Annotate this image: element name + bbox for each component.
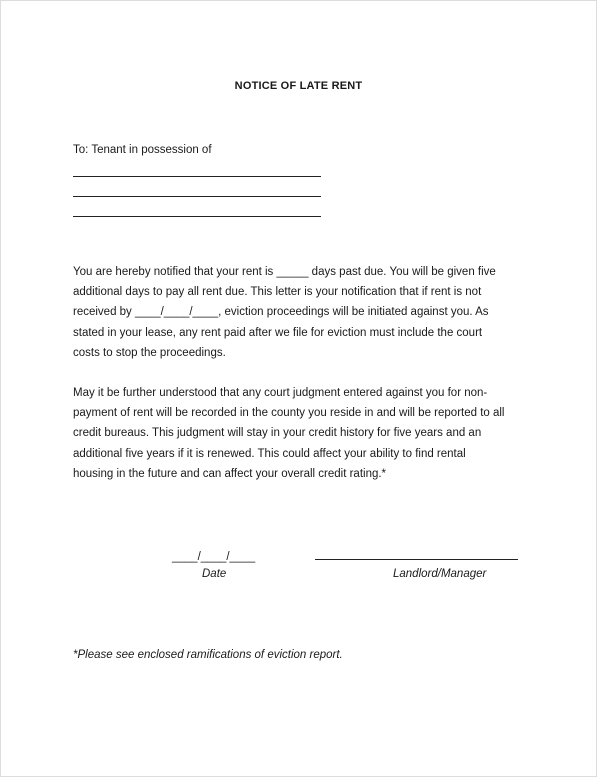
address-blank-line-1 bbox=[73, 176, 321, 177]
paragraph-line: payment of rent will be recorded in the county you reside in and will be reported to all bbox=[73, 407, 505, 420]
address-blank-line-3 bbox=[73, 216, 321, 217]
paragraph-line: received by ____/____/____, eviction proceedings will be initiated against you. As bbox=[73, 306, 489, 319]
address-blank-line-2 bbox=[73, 196, 321, 197]
date-label: Date bbox=[202, 568, 227, 580]
notice-paragraph-2 bbox=[73, 383, 528, 484]
landlord-label: Landlord/Manager bbox=[393, 568, 487, 580]
paragraph-line: additional days to pay all rent due. This letter is your notification that if rent is not bbox=[73, 286, 482, 299]
paragraph-line: costs to stop the proceedings. bbox=[73, 346, 226, 359]
landlord-signature-line bbox=[315, 559, 518, 560]
paragraph-line: May it be further understood that any court judgment entered against you for non- bbox=[73, 387, 488, 399]
paragraph-line: housing in the future and can affect your overall credit rating.* bbox=[73, 467, 387, 480]
notice-paragraph-1 bbox=[73, 262, 528, 363]
paragraph-line: stated in your lease, any rent paid after we file for eviction must include the court bbox=[73, 326, 483, 339]
addressee-label: To: Tenant in possession of bbox=[73, 144, 212, 156]
paragraph-line: You are hereby notified that your rent is _____ days past due. You will be given five bbox=[73, 266, 496, 278]
footnote: *Please see enclosed ramifications of eviction report. bbox=[73, 649, 343, 661]
paragraph-line: additional five years if it is renewed. This could affect your ability to find rental bbox=[73, 447, 466, 460]
paragraph-line: credit bureaus. This judgment will stay in your credit history for five years and an bbox=[73, 427, 482, 440]
date-blank: ____/____/____ bbox=[172, 551, 256, 563]
document-title: NOTICE OF LATE RENT bbox=[234, 80, 363, 92]
